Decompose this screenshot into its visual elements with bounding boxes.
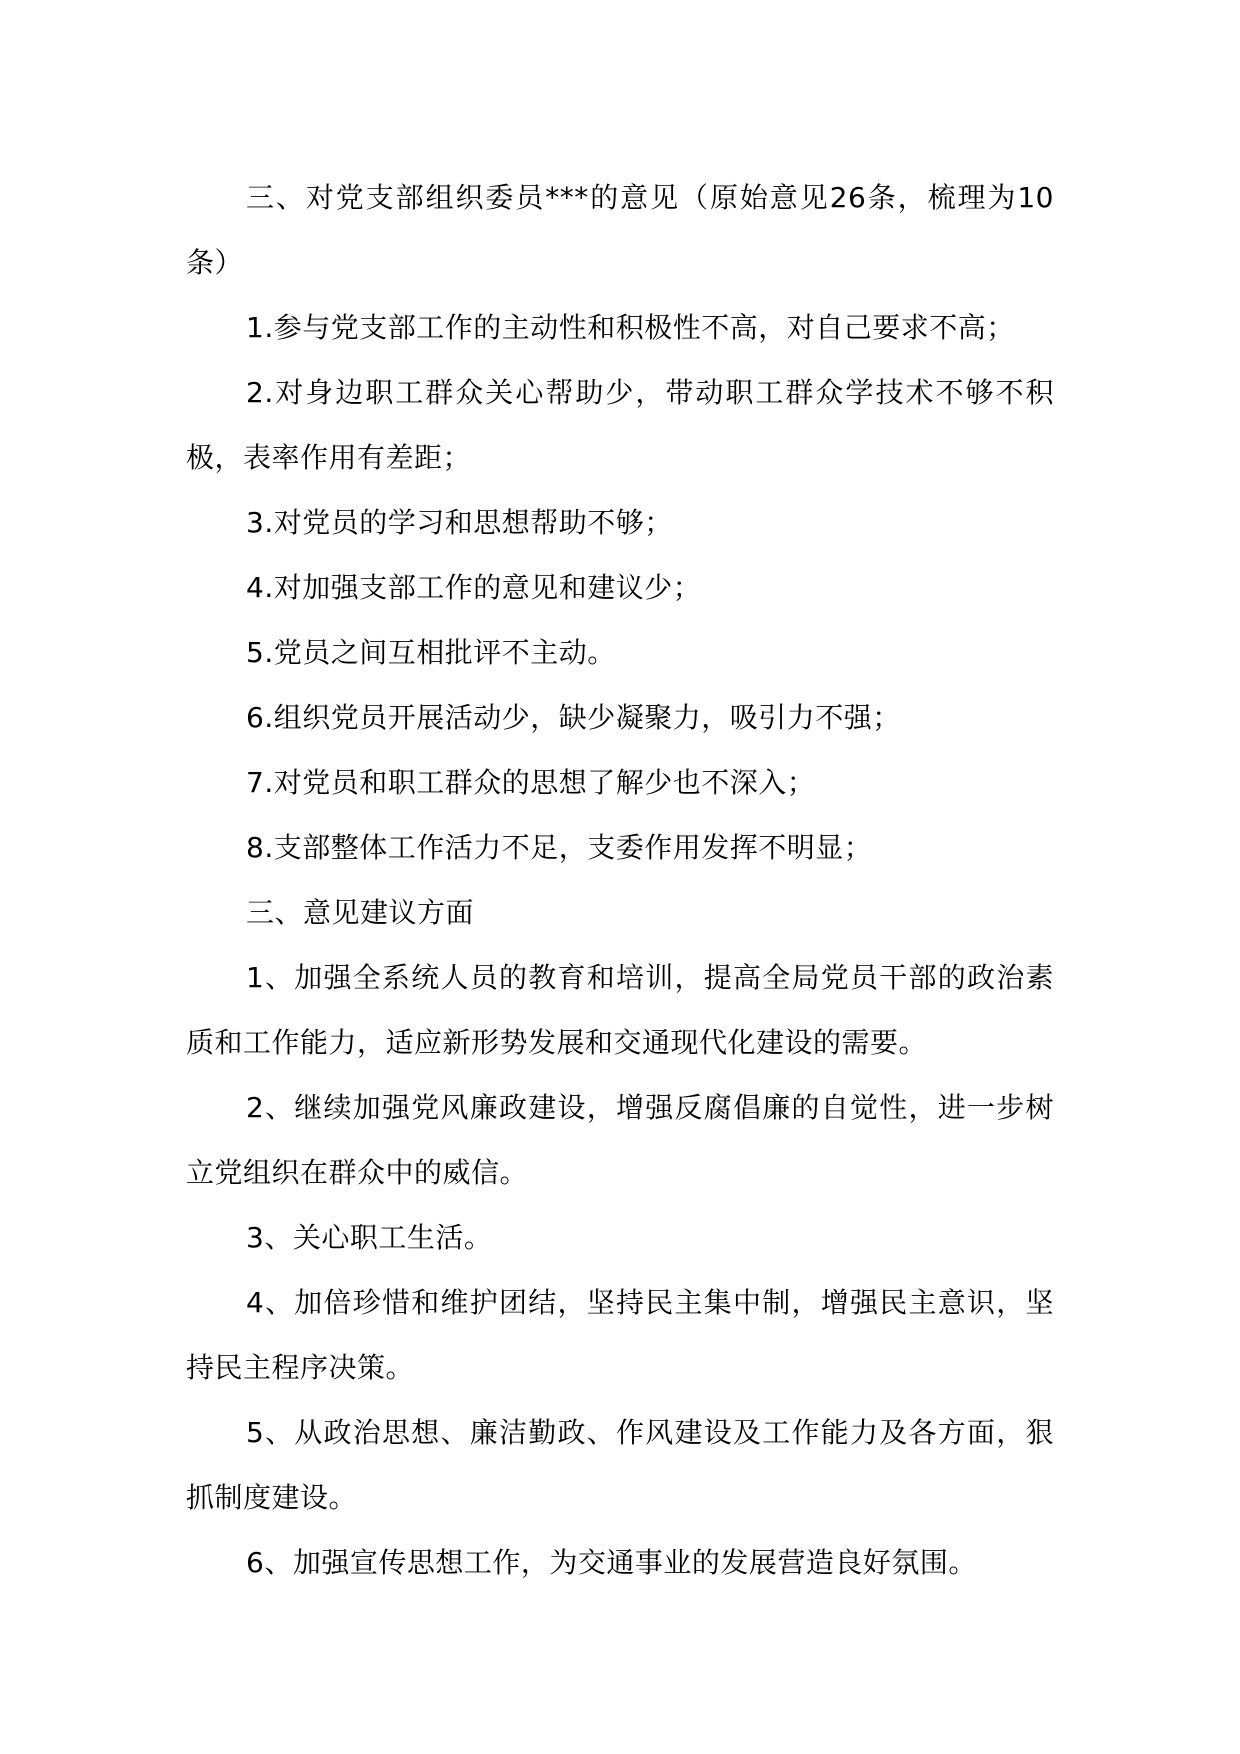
paragraph-suggestion-5: 5、从政治思想、廉洁勤政、作风建设及工作能力及各方面，狠抓制度建设。 <box>186 1416 1054 1514</box>
paragraph-suggestion-6: 6、加强宣传思想工作，为交通事业的发展营造良好氛围。 <box>246 1546 977 1579</box>
paragraph-suggestion-4: 4、加倍珍惜和维护团结，坚持民主集中制，增强民主意识，坚持民主程序决策。 <box>186 1286 1054 1384</box>
paragraph-section-heading-suggestions: 三、意见建议方面 <box>246 896 475 929</box>
paragraph-item-4: 4.对加强支部工作的意见和建议少； <box>246 571 702 604</box>
paragraph-item-1: 1.参与党支部工作的主动性和积极性不高，对自己要求不高； <box>246 311 1015 344</box>
paragraph-item-3: 3.对党员的学习和思想帮助不够； <box>246 506 673 539</box>
paragraph-suggestion-3: 3、关心职工生活。 <box>246 1221 493 1254</box>
paragraph-suggestion-2: 2、继续加强党风廉政建设，增强反腐倡廉的自觉性，进一步树立党组织在群众中的威信。 <box>186 1091 1054 1189</box>
paragraph-item-2: 2.对身边职工群众关心帮助少，带动职工群众学技术不够不积极，表率作用有差距； <box>186 376 1054 474</box>
paragraph-item-7: 7.对党员和职工群众的思想了解少也不深入； <box>246 766 816 799</box>
document-body <box>186 165 1054 1595</box>
paragraph-suggestion-1: 1、加强全系统人员的教育和培训，提高全局党员干部的政治素质和工作能力，适应新形势发展和交通现代化建设的需要。 <box>186 961 1054 1059</box>
paragraph-section-heading-committee-member: 三、对党支部组织委员***的意见（原始意见26条，梳理为10条） <box>186 181 1054 279</box>
paragraph-item-8: 8.支部整体工作活力不足，支委作用发挥不明显； <box>246 831 873 864</box>
paragraph-item-5: 5.党员之间互相批评不主动。 <box>246 636 616 669</box>
paragraph-item-6: 6.组织党员开展活动少，缺少凝聚力，吸引力不强； <box>246 701 901 734</box>
